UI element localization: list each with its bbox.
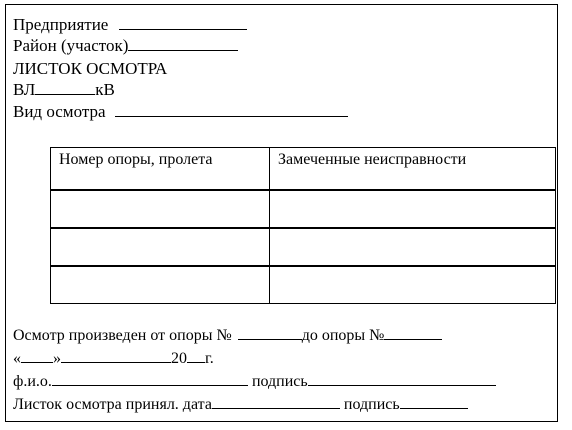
accepted-label: Листок осмотра принял. дата — [13, 396, 212, 413]
kv-label: кВ — [95, 80, 115, 99]
table-cell[interactable] — [51, 228, 270, 266]
date-line — [13, 348, 214, 369]
inspection-range-line — [13, 325, 442, 346]
district-line — [13, 36, 238, 56]
enterprise-field[interactable] — [119, 15, 247, 30]
enterprise-line — [13, 15, 247, 35]
quote-open: « — [13, 350, 21, 367]
table-cell[interactable] — [270, 266, 556, 304]
column-header-support: Номер опоры, пролета — [51, 148, 270, 191]
to-support-field[interactable] — [384, 325, 442, 340]
table-cell[interactable] — [270, 228, 556, 266]
year-suffix: г. — [205, 350, 214, 367]
inspection-from-label: Осмотр произведен от опоры № — [13, 327, 232, 344]
table-header-row — [51, 148, 556, 191]
table-row — [51, 266, 556, 304]
table-cell[interactable] — [270, 190, 556, 228]
month-field[interactable] — [61, 348, 171, 363]
accepted-date-field[interactable] — [212, 394, 340, 409]
voltage-field[interactable] — [35, 80, 95, 95]
district-label: Район (участок) — [13, 36, 129, 55]
table-row — [51, 228, 556, 266]
vl-label: ВЛ — [13, 80, 36, 99]
to-support-label: до опоры № — [301, 327, 385, 344]
signature-label-2: подпись — [343, 396, 400, 413]
inspection-form — [5, 4, 558, 422]
district-field[interactable] — [128, 36, 238, 51]
defects-table — [50, 147, 556, 304]
inspection-type-label: Вид осмотра — [13, 102, 106, 121]
from-support-field[interactable] — [238, 325, 302, 340]
enterprise-label: Предприятие — [13, 15, 109, 34]
year-field[interactable] — [187, 348, 205, 363]
fio-field[interactable] — [52, 371, 248, 386]
inspection-type-line — [13, 102, 348, 122]
accepted-line — [13, 394, 468, 415]
table-cell[interactable] — [51, 266, 270, 304]
accepted-signature-field[interactable] — [400, 394, 468, 409]
form-title: ЛИСТОК ОСМОТРА — [13, 59, 168, 78]
vl-line — [13, 80, 115, 100]
fio-line — [13, 371, 496, 392]
year-prefix: 20 — [171, 350, 187, 367]
inspection-type-field[interactable] — [115, 102, 348, 117]
table-cell[interactable] — [51, 190, 270, 228]
signature-label: подпись — [251, 373, 308, 390]
table-row — [51, 190, 556, 228]
day-field[interactable] — [21, 348, 53, 363]
fio-label: ф.и.о. — [13, 373, 52, 390]
signature-field[interactable] — [308, 371, 496, 386]
column-header-defects: Замеченные неисправности — [270, 148, 556, 191]
quote-close: » — [53, 350, 61, 367]
